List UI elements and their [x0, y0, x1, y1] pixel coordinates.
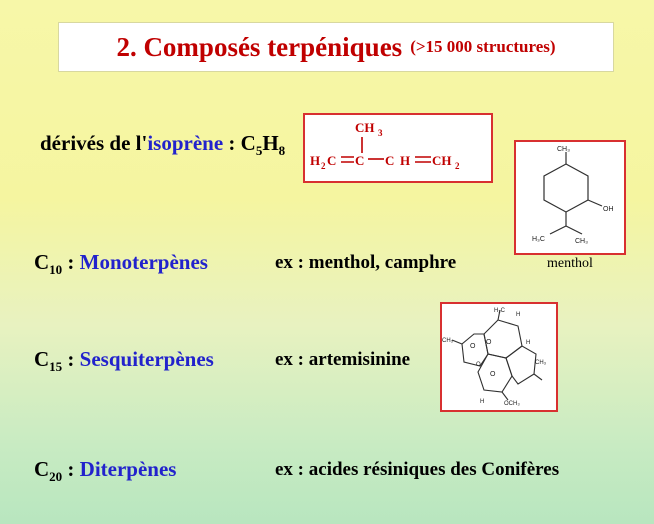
- derivative-sub-8: 8: [278, 143, 286, 159]
- derivative-sub-5: 5: [255, 143, 263, 159]
- title-parenthetical: (>15 000 structures): [410, 37, 556, 56]
- isoprene-left-h-sub: 2: [321, 161, 326, 171]
- row3-name: Diterpènes: [79, 457, 177, 481]
- isoprene-left-c: C: [327, 153, 337, 168]
- page-title: 2. Composés terpéniques: [116, 31, 403, 62]
- artemisinin-label-och3: OCH₃: [504, 401, 520, 407]
- menthol-caption: menthol: [547, 256, 593, 271]
- row2-separator: :: [62, 347, 80, 371]
- derivative-suffix: : C: [223, 131, 256, 155]
- isoprene-left-h: H: [310, 153, 321, 168]
- artemisinin-label-o2: O: [486, 339, 492, 346]
- row-example-monoterpenes: ex : menthol, camphre: [275, 252, 457, 273]
- artemisinin-label-ch3-left: CH₃: [442, 338, 454, 344]
- isoprene-right-ch: CH: [432, 153, 452, 168]
- isoprene-structure-box: [303, 113, 493, 183]
- row2-formula: C: [34, 347, 50, 371]
- isoprene-ch-c: C: [385, 153, 395, 168]
- artemisinin-label-h-bottom: H: [480, 399, 485, 405]
- menthol-label-ch3-top: CH₃: [557, 146, 570, 153]
- artemisinin-label-h-right: H: [526, 340, 531, 346]
- derivative-line: [40, 131, 285, 159]
- row2-formula-sub: 15: [49, 359, 63, 375]
- menthol-structure-diagram: [516, 142, 624, 253]
- artemisinin-label-h-top: H: [516, 312, 521, 318]
- title-box: [58, 22, 614, 72]
- artemisinin-label-o1: O: [470, 343, 476, 350]
- row2-name: Sesquiterpènes: [79, 347, 214, 371]
- row3-formula-sub: 20: [49, 469, 63, 485]
- row1-separator: :: [62, 250, 80, 274]
- row-label-sesquiterpenes: [34, 347, 214, 375]
- artemisinin-label-ch3-right: CH₃: [535, 360, 547, 366]
- row1-formula-sub: 10: [49, 262, 63, 278]
- derivative-prefix: dérivés de l': [40, 131, 148, 155]
- artemisinin-label-o3: O: [490, 371, 496, 378]
- menthol-label-h3c: H₃C: [532, 236, 545, 243]
- artemisinin-structure-diagram: [442, 304, 556, 410]
- isoprene-center-c: C: [355, 153, 365, 168]
- artemisinin-label-o4: O: [476, 362, 481, 368]
- isoprene-ch-h: H: [400, 153, 411, 168]
- artemisinin-structure-box: [440, 302, 558, 412]
- isoprene-methyl-sub: 3: [378, 128, 383, 138]
- row-label-monoterpenes: [34, 250, 208, 278]
- row-example-diterpenes: ex : acides résiniques des Conifères: [275, 459, 560, 480]
- row-label-diterpenes: [34, 457, 176, 485]
- row1-formula: C: [34, 250, 50, 274]
- menthol-label-oh: OH: [603, 206, 614, 213]
- artemisinin-label-h2c: H₂C: [494, 308, 505, 314]
- isoprene-right-ch-sub: 2: [455, 161, 460, 171]
- isoprene-highlight: isoprène: [147, 131, 224, 155]
- row3-separator: :: [62, 457, 80, 481]
- isoprene-methyl-label: CH: [355, 120, 375, 135]
- row1-name: Monoterpènes: [79, 250, 208, 274]
- menthol-label-ch3-bottom: CH₃: [575, 238, 588, 245]
- row-example-sesquiterpenes: ex : artemisinine: [275, 349, 411, 370]
- derivative-mid-h: H: [262, 131, 279, 155]
- isoprene-structure-diagram: [305, 115, 491, 181]
- menthol-structure-box: [514, 140, 626, 255]
- row3-formula: C: [34, 457, 50, 481]
